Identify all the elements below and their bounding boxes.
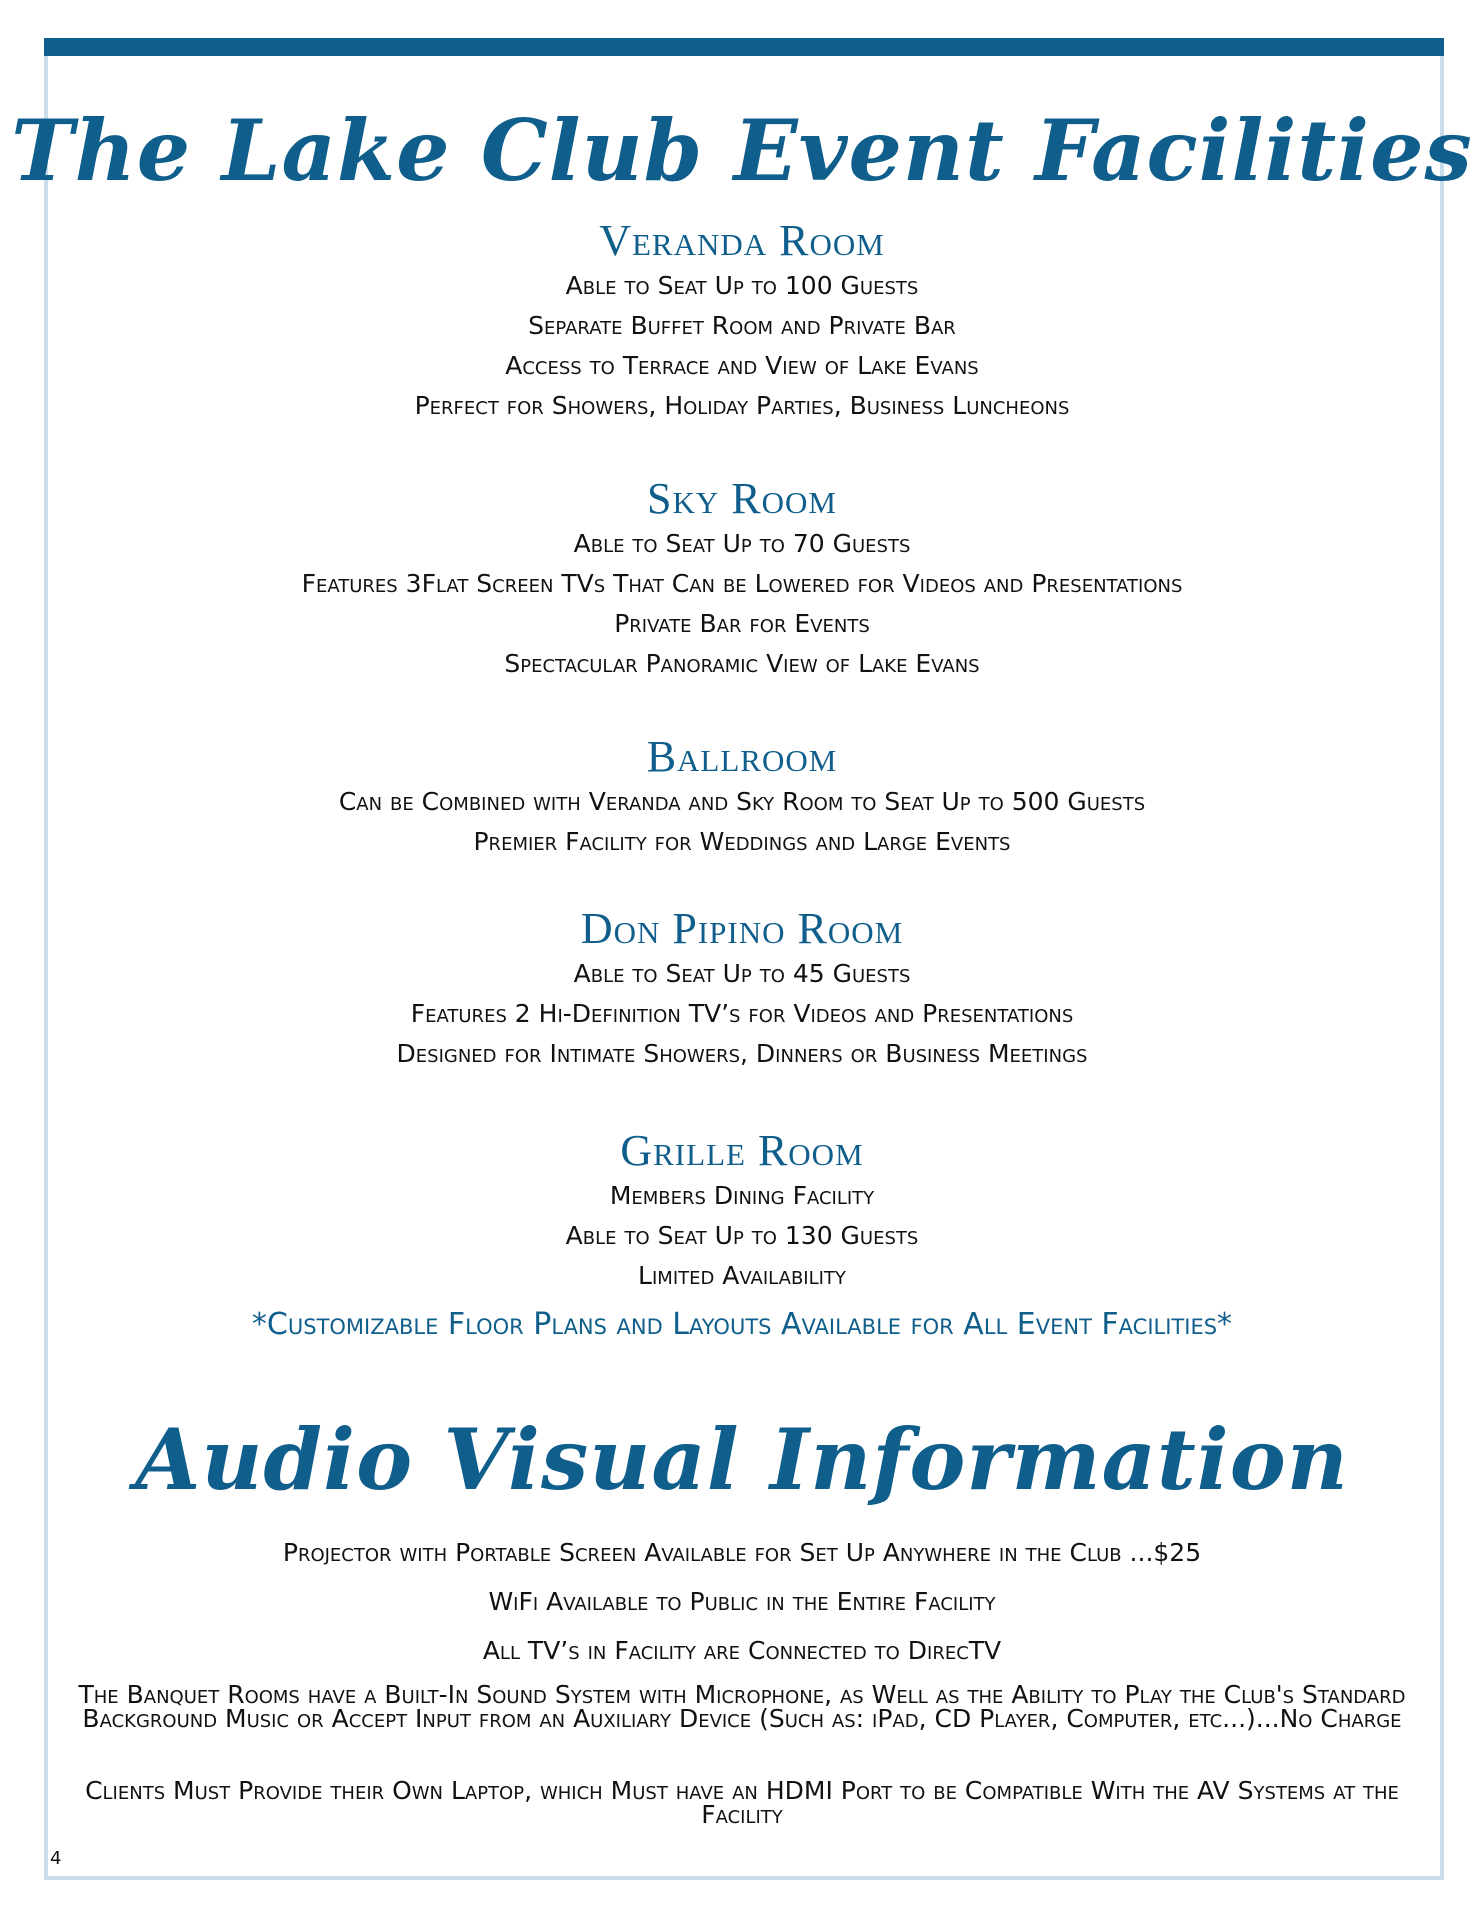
section-heading: Don Pipino Room [580, 904, 904, 953]
section-heading: Veranda Room [599, 216, 885, 265]
av-item: The Banquet Rooms have a Built-In Sound System with Microphone, as Well as the Ability to Play the Club's Standard Background Music or Accept Input from an Auxiliary Device (Such as: iPad, CD Player, Computer, etc...)...No Charge [78, 1680, 1406, 1733]
top-accent-bar [44, 38, 1444, 56]
section-veranda-room [0, 216, 1484, 426]
section-line: Access to Terrace and View of Lake Evans [505, 351, 979, 380]
section-line: Private Bar for Events [614, 609, 870, 638]
section-heading: Grille Room [620, 1126, 864, 1175]
section-line: Able to Seat Up to 100 Guests [565, 271, 919, 300]
av-item: All TV’s in Facility are Connected to DirecTV [482, 1636, 1002, 1665]
av-item: Clients Must Provide their Own Laptop, which Must have an HDMI Port to be Compatible With the AV Systems at the Facility [85, 1776, 1399, 1829]
customizable-floor-plans-note: *Customizable Floor Plans and Layouts Available for All Event Facilities* [251, 1307, 1233, 1342]
av-title: Audio Visual Information [135, 1410, 1349, 1509]
section-line: Spectacular Panoramic View of Lake Evans [504, 649, 980, 678]
section-line: Separate Buffet Room and Private Bar [528, 311, 956, 340]
section-grille-room [0, 1126, 1484, 1296]
section-line: Premier Facility for Weddings and Large Events [473, 827, 1011, 856]
section-line: Limited Availability [638, 1261, 846, 1290]
av-item: Projector with Portable Screen Available for Set Up Anywhere in the Club ...$25 [282, 1538, 1202, 1567]
section-line: Features 3Flat Screen TVs That Can be Lowered for Videos and Presentations [301, 569, 1183, 598]
section-line: Able to Seat Up to 45 Guests [573, 959, 911, 988]
section-line: Able to Seat Up to 70 Guests [573, 529, 911, 558]
page-title: The Lake Club Event Facilities [11, 101, 1473, 200]
section-don-pipino-room [0, 904, 1484, 1074]
section-heading: Ballroom [646, 732, 838, 781]
section-line: Perfect for Showers, Holiday Parties, Business Luncheons [414, 391, 1070, 420]
section-line: Designed for Intimate Showers, Dinners or Business Meetings [396, 1039, 1088, 1068]
section-sky-room [0, 474, 1484, 684]
av-item: WiFi Available to Public in the Entire Facility [488, 1587, 996, 1616]
section-line: Able to Seat Up to 130 Guests [565, 1221, 919, 1250]
section-line: Members Dining Facility [609, 1181, 875, 1210]
section-line: Features 2 Hi-Definition TV’s for Videos and Presentations [410, 999, 1074, 1028]
section-line: Can be Combined with Veranda and Sky Room to Seat Up to 500 Guests [338, 787, 1146, 816]
section-heading: Sky Room [647, 474, 837, 523]
page-number: 4 [50, 1848, 62, 1869]
section-ballroom [0, 732, 1484, 862]
